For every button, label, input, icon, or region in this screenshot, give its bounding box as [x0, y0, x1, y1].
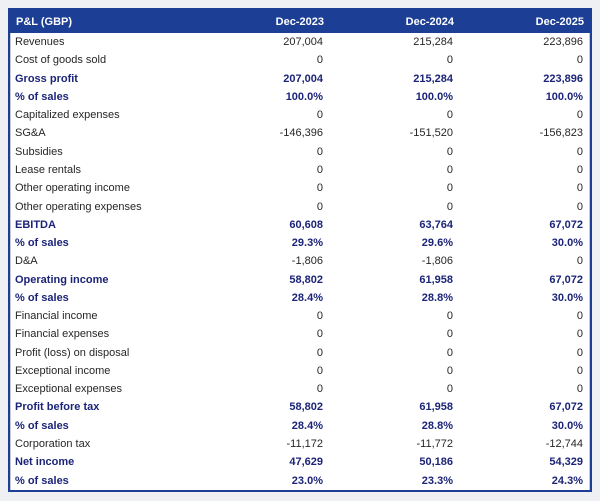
table-row — [11, 252, 589, 270]
row-value-dec-2025: -12,744 — [545, 437, 583, 450]
row-value-dec-2025: 0 — [576, 182, 583, 195]
row-value-dec-2025: 54,329 — [549, 456, 583, 469]
table-row — [11, 216, 589, 234]
row-value-dec-2023: 0 — [316, 364, 323, 377]
row-value-dec-2024: 0 — [446, 310, 453, 323]
row-value-dec-2025: 24.3% — [551, 474, 583, 487]
table-row — [11, 161, 589, 179]
row-value-dec-2025: 0 — [576, 54, 583, 67]
row-label: Financial expenses — [15, 328, 110, 341]
row-label: Profit before tax — [15, 401, 100, 414]
row-value-dec-2024: 0 — [446, 182, 453, 195]
row-value-dec-2024: 0 — [446, 163, 453, 176]
row-label: Cost of goods sold — [15, 54, 107, 67]
row-value-dec-2023: 0 — [316, 54, 323, 67]
row-value-dec-2023: 58,802 — [289, 273, 323, 286]
row-label: Corporation tax — [15, 437, 91, 450]
table-row — [11, 197, 589, 215]
row-value-dec-2023: 47,629 — [289, 456, 323, 469]
row-value-dec-2024: 28.8% — [421, 291, 453, 304]
row-value-dec-2025: 100.0% — [545, 90, 583, 103]
table-row — [11, 344, 589, 362]
row-value-dec-2024: 0 — [446, 364, 453, 377]
table-row — [11, 88, 589, 106]
row-value-dec-2025: 0 — [576, 145, 583, 158]
row-value-dec-2024: 0 — [446, 346, 453, 359]
table-row — [11, 362, 589, 380]
row-value-dec-2023: 0 — [316, 145, 323, 158]
row-value-dec-2024: 0 — [446, 109, 453, 122]
row-value-dec-2023: 0 — [316, 109, 323, 122]
row-value-dec-2024: 0 — [446, 328, 453, 341]
row-value-dec-2025: 223,896 — [543, 36, 583, 49]
row-value-dec-2025: 30.0% — [551, 291, 583, 304]
row-value-dec-2023: 100.0% — [285, 90, 323, 103]
row-value-dec-2023: 0 — [316, 163, 323, 176]
row-value-dec-2024: -11,772 — [416, 437, 453, 450]
table-row — [11, 325, 589, 343]
row-value-dec-2023: 207,004 — [283, 72, 323, 85]
row-value-dec-2025: -156,823 — [539, 127, 583, 140]
row-label: Other operating expenses — [15, 200, 142, 213]
row-value-dec-2025: 67,072 — [549, 218, 583, 231]
row-value-dec-2024: 0 — [446, 383, 453, 396]
row-value-dec-2023: 0 — [316, 346, 323, 359]
row-label: Subsidies — [15, 145, 63, 158]
table-row — [11, 70, 589, 88]
row-value-dec-2024: 0 — [446, 200, 453, 213]
row-value-dec-2024: 215,284 — [413, 72, 453, 85]
table-row — [11, 106, 589, 124]
row-value-dec-2025: 0 — [576, 255, 583, 268]
table-row — [11, 270, 589, 288]
row-label: Exceptional income — [15, 364, 111, 377]
row-value-dec-2025: 0 — [576, 163, 583, 176]
row-value-dec-2024: 61,958 — [419, 401, 453, 414]
row-label: Profit (loss) on disposal — [15, 346, 130, 359]
row-label: % of sales — [15, 291, 69, 304]
row-value-dec-2023: 60,608 — [289, 218, 323, 231]
row-label: % of sales — [15, 474, 69, 487]
row-label: Capitalized expenses — [15, 109, 120, 122]
row-value-dec-2023: -1,806 — [291, 255, 323, 268]
row-value-dec-2024: 0 — [446, 145, 453, 158]
row-value-dec-2023: 29.3% — [291, 237, 323, 250]
header-col-dec-2023: Dec-2023 — [275, 15, 324, 28]
table-row — [11, 307, 589, 325]
row-value-dec-2025: 0 — [576, 346, 583, 359]
row-value-dec-2023: -11,172 — [286, 437, 323, 450]
row-value-dec-2023: 0 — [316, 182, 323, 195]
table-body — [10, 33, 590, 490]
row-value-dec-2024: 28.8% — [421, 419, 453, 432]
row-value-dec-2025: 30.0% — [551, 237, 583, 250]
table-row — [11, 417, 589, 435]
row-label: Gross profit — [15, 72, 78, 85]
row-label: Operating income — [15, 273, 109, 286]
row-value-dec-2023: 28.4% — [291, 419, 323, 432]
row-value-dec-2025: 67,072 — [549, 273, 583, 286]
table-row — [11, 33, 589, 51]
row-value-dec-2024: 63,764 — [419, 218, 453, 231]
row-value-dec-2024: -151,520 — [409, 127, 453, 140]
row-value-dec-2023: -146,396 — [279, 127, 323, 140]
row-value-dec-2024: 61,958 — [419, 273, 453, 286]
header-col-dec-2025: Dec-2025 — [535, 15, 584, 28]
row-value-dec-2023: 0 — [316, 328, 323, 341]
table-row — [11, 51, 589, 69]
row-value-dec-2025: 0 — [576, 109, 583, 122]
table-row — [11, 435, 589, 453]
row-value-dec-2025: 0 — [576, 364, 583, 377]
row-label: % of sales — [15, 419, 69, 432]
row-label: Financial income — [15, 310, 98, 323]
row-value-dec-2024: 50,186 — [419, 456, 453, 469]
pnl-table — [8, 8, 592, 492]
table-row — [11, 124, 589, 142]
row-label: Exceptional expenses — [15, 383, 123, 396]
row-value-dec-2024: 215,284 — [413, 36, 453, 49]
row-value-dec-2025: 223,896 — [543, 72, 583, 85]
header-col-dec-2024: Dec-2024 — [405, 15, 454, 28]
row-value-dec-2025: 0 — [576, 328, 583, 341]
row-label: Net income — [15, 456, 75, 469]
table-row — [11, 234, 589, 252]
row-value-dec-2023: 28.4% — [291, 291, 323, 304]
row-value-dec-2025: 0 — [576, 383, 583, 396]
row-value-dec-2025: 67,072 — [549, 401, 583, 414]
row-label: Lease rentals — [15, 163, 82, 176]
row-value-dec-2023: 0 — [316, 383, 323, 396]
table-row — [11, 143, 589, 161]
row-value-dec-2023: 58,802 — [289, 401, 323, 414]
header-title: P&L (GBP) — [16, 15, 73, 28]
row-value-dec-2023: 0 — [316, 310, 323, 323]
row-label: D&A — [15, 255, 38, 268]
row-label: Other operating income — [15, 182, 130, 195]
row-label: % of sales — [15, 237, 69, 250]
row-value-dec-2024: 100.0% — [415, 90, 453, 103]
row-value-dec-2024: 23.3% — [421, 474, 453, 487]
row-value-dec-2025: 30.0% — [551, 419, 583, 432]
table-row — [11, 179, 589, 197]
table-row — [11, 380, 589, 398]
row-label: Revenues — [15, 36, 65, 49]
row-value-dec-2023: 23.0% — [291, 474, 323, 487]
row-value-dec-2023: 0 — [316, 200, 323, 213]
row-value-dec-2023: 207,004 — [283, 36, 323, 49]
row-label: SG&A — [15, 127, 46, 140]
row-label: EBITDA — [15, 218, 56, 231]
row-value-dec-2024: 29.6% — [421, 237, 453, 250]
table-row — [11, 453, 589, 471]
row-label: % of sales — [15, 90, 69, 103]
row-value-dec-2025: 0 — [576, 200, 583, 213]
table-row — [11, 289, 589, 307]
table-row — [11, 398, 589, 416]
row-value-dec-2024: 0 — [446, 54, 453, 67]
table-header-row — [10, 10, 590, 33]
table-row — [11, 471, 589, 489]
row-value-dec-2024: -1,806 — [421, 255, 453, 268]
row-value-dec-2025: 0 — [576, 310, 583, 323]
